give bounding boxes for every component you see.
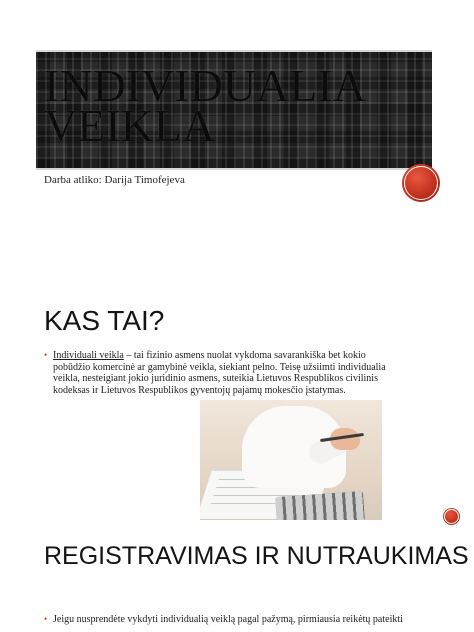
slide-title <box>0 0 474 280</box>
definition-text: – tai fizinio asmens nuolat vykdoma savarankiška bet kokio pobūdžio komercinė ar gamybinė veikla, siekiant pelno. Teisę užsiimti individualia veikla, nesteigiant jokio juridinio asmens, suteikia Lietuvos Respublikos civilinis kodeksas ir Lietuvos Respublikos gyventojų pajamų mokesčio įstatymas. <box>53 350 386 396</box>
calculator <box>275 491 365 520</box>
defined-term: Individuali veikla <box>53 350 124 361</box>
bullet-item <box>44 614 424 626</box>
title-banner <box>36 50 432 170</box>
bullet-text <box>44 350 394 396</box>
accent-circle-icon <box>402 164 440 202</box>
bullet-icon: • <box>44 614 48 624</box>
bullet-item <box>44 350 394 396</box>
banner-top-line <box>36 50 432 52</box>
accent-circle-icon <box>443 508 460 525</box>
slide-what-is-it <box>0 283 474 533</box>
bullet-text: Jeigu nusprendėte vykdyti individualią veiklą pagal pažymą, pirmiausia reikėtų pateikti <box>53 614 403 625</box>
slide-registration <box>0 536 474 632</box>
slide-heading: KAS TAI? <box>44 305 165 336</box>
banner-bottom-line <box>36 168 432 170</box>
author-subtitle: Darba atliko: Darija Timofejeva <box>44 174 185 186</box>
office-worker-photo <box>200 400 382 520</box>
bullet-icon: • <box>44 350 48 360</box>
presentation-title: INDIVIDUALIA VEIKLA <box>44 60 364 151</box>
slide-heading: REGISTRAVIMAS IR NUTRAUKIMAS <box>44 542 469 570</box>
